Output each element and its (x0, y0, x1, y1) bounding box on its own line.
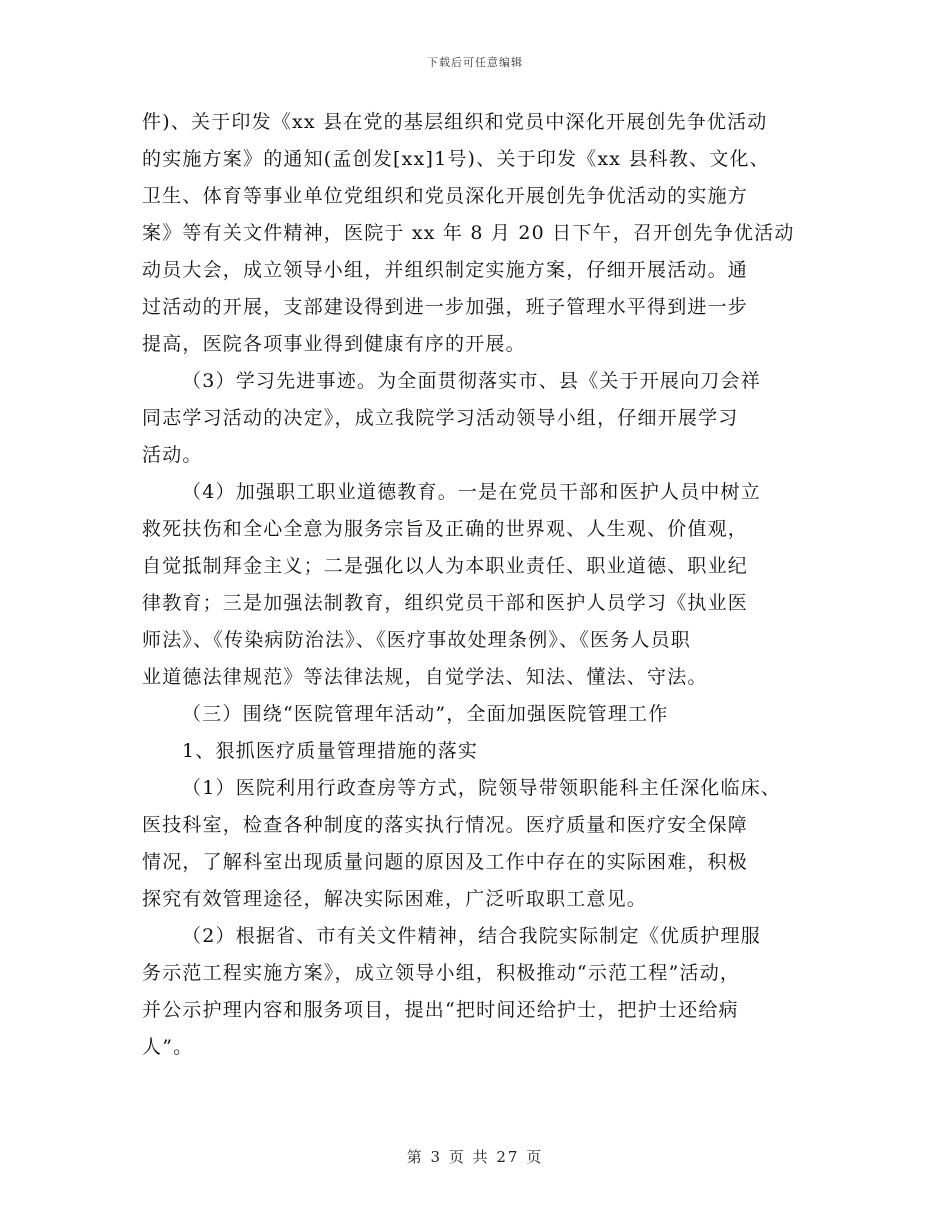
text-line: 人”。 (142, 1036, 194, 1058)
text-line: 件)、关于印发《xx 县在党的基层组织和党员中深化开展创先争优活动 (142, 111, 768, 133)
subsection-heading: 1、狠抓医疗质量管理措施的落实 (182, 740, 479, 762)
text-line: 活动。 (142, 444, 203, 466)
text-line: 救死扶伤和全心全意为服务宗旨及正确的世界观、人生观、价值观， (142, 518, 749, 540)
section-heading: （三）围绕“医院管理年活动”，全面加强医院管理工作 (182, 703, 669, 725)
document-body (142, 104, 832, 1066)
text-line: 的实施方案》的通知(孟创发[xx]1号)、关于印发《xx 县科教、文化、 (142, 148, 770, 170)
text-line: 案》等有关文件精神，医院于 xx 年 8 月 20 日下午，召开创先争优活动 (142, 222, 795, 244)
text-line: 卫生、体育等事业单位党组织和党员深化开展创先争优活动的实施方 (142, 185, 749, 207)
text-line: 同志学习活动的决定》，成立我院学习活动领导小组，仔细开展学习 (142, 407, 739, 429)
text-line: 师法》、《传染病防治法》、《医疗事故处理条例》、《医务人员职 (142, 629, 692, 651)
paragraph-start-line: （2）根据省、市有关文件精神，结合我院实际制定《优质护理服 (182, 925, 761, 947)
text-line: 律教育；三是加强法制教育，组织党员干部和医护人员学习《执业医 (142, 592, 749, 614)
text-line: 并公示护理内容和服务项目，提出“把时间还给护士，把护士还给病 (142, 999, 739, 1021)
page-header: 下载后可任意编辑 (427, 56, 523, 69)
text-line: 提高，医院各项事业得到健康有序的开展。 (142, 333, 526, 355)
text-line: 动员大会，成立领导小组，并组织制定实施方案，仔细开展活动。通 (142, 259, 749, 281)
text-line: 业道德法律规范》等法律法规，自觉学法、知法、懂法、守法。 (142, 666, 708, 688)
text-line: 自觉抵制拜金主义；二是强化以人为本职业责任、职业道德、职业纪 (142, 555, 749, 577)
text-line: 务示范工程实施方案》，成立领导小组，积极推动“示范工程”活动， (142, 962, 741, 984)
text-line: 情况，了解科室出现质量问题的原因及工作中存在的实际困难，积极 (142, 851, 749, 873)
text-line: 过活动的开展，支部建设得到进一步加强，班子管理水平得到进一步 (142, 296, 749, 318)
paragraph-start-line: （4）加强职工职业道德教育。一是在党员干部和医护人员中树立 (182, 481, 761, 503)
paragraph-start-line: （1）医院利用行政查房等方式，院领导带领职能科主任深化临床、 (182, 777, 782, 799)
page-number: 第 3 页 共 27 页 (406, 1148, 544, 1166)
text-line: 医技科室，检查各种制度的落实执行情况。医疗质量和医疗安全保障 (142, 814, 749, 836)
paragraph-start-line: （3）学习先进事迹。为全面贯彻落实市、县《关于开展向刀会祥 (182, 370, 761, 392)
text-line: 探究有效管理途径，解决实际困难，广泛听取职工意见。 (142, 888, 648, 910)
